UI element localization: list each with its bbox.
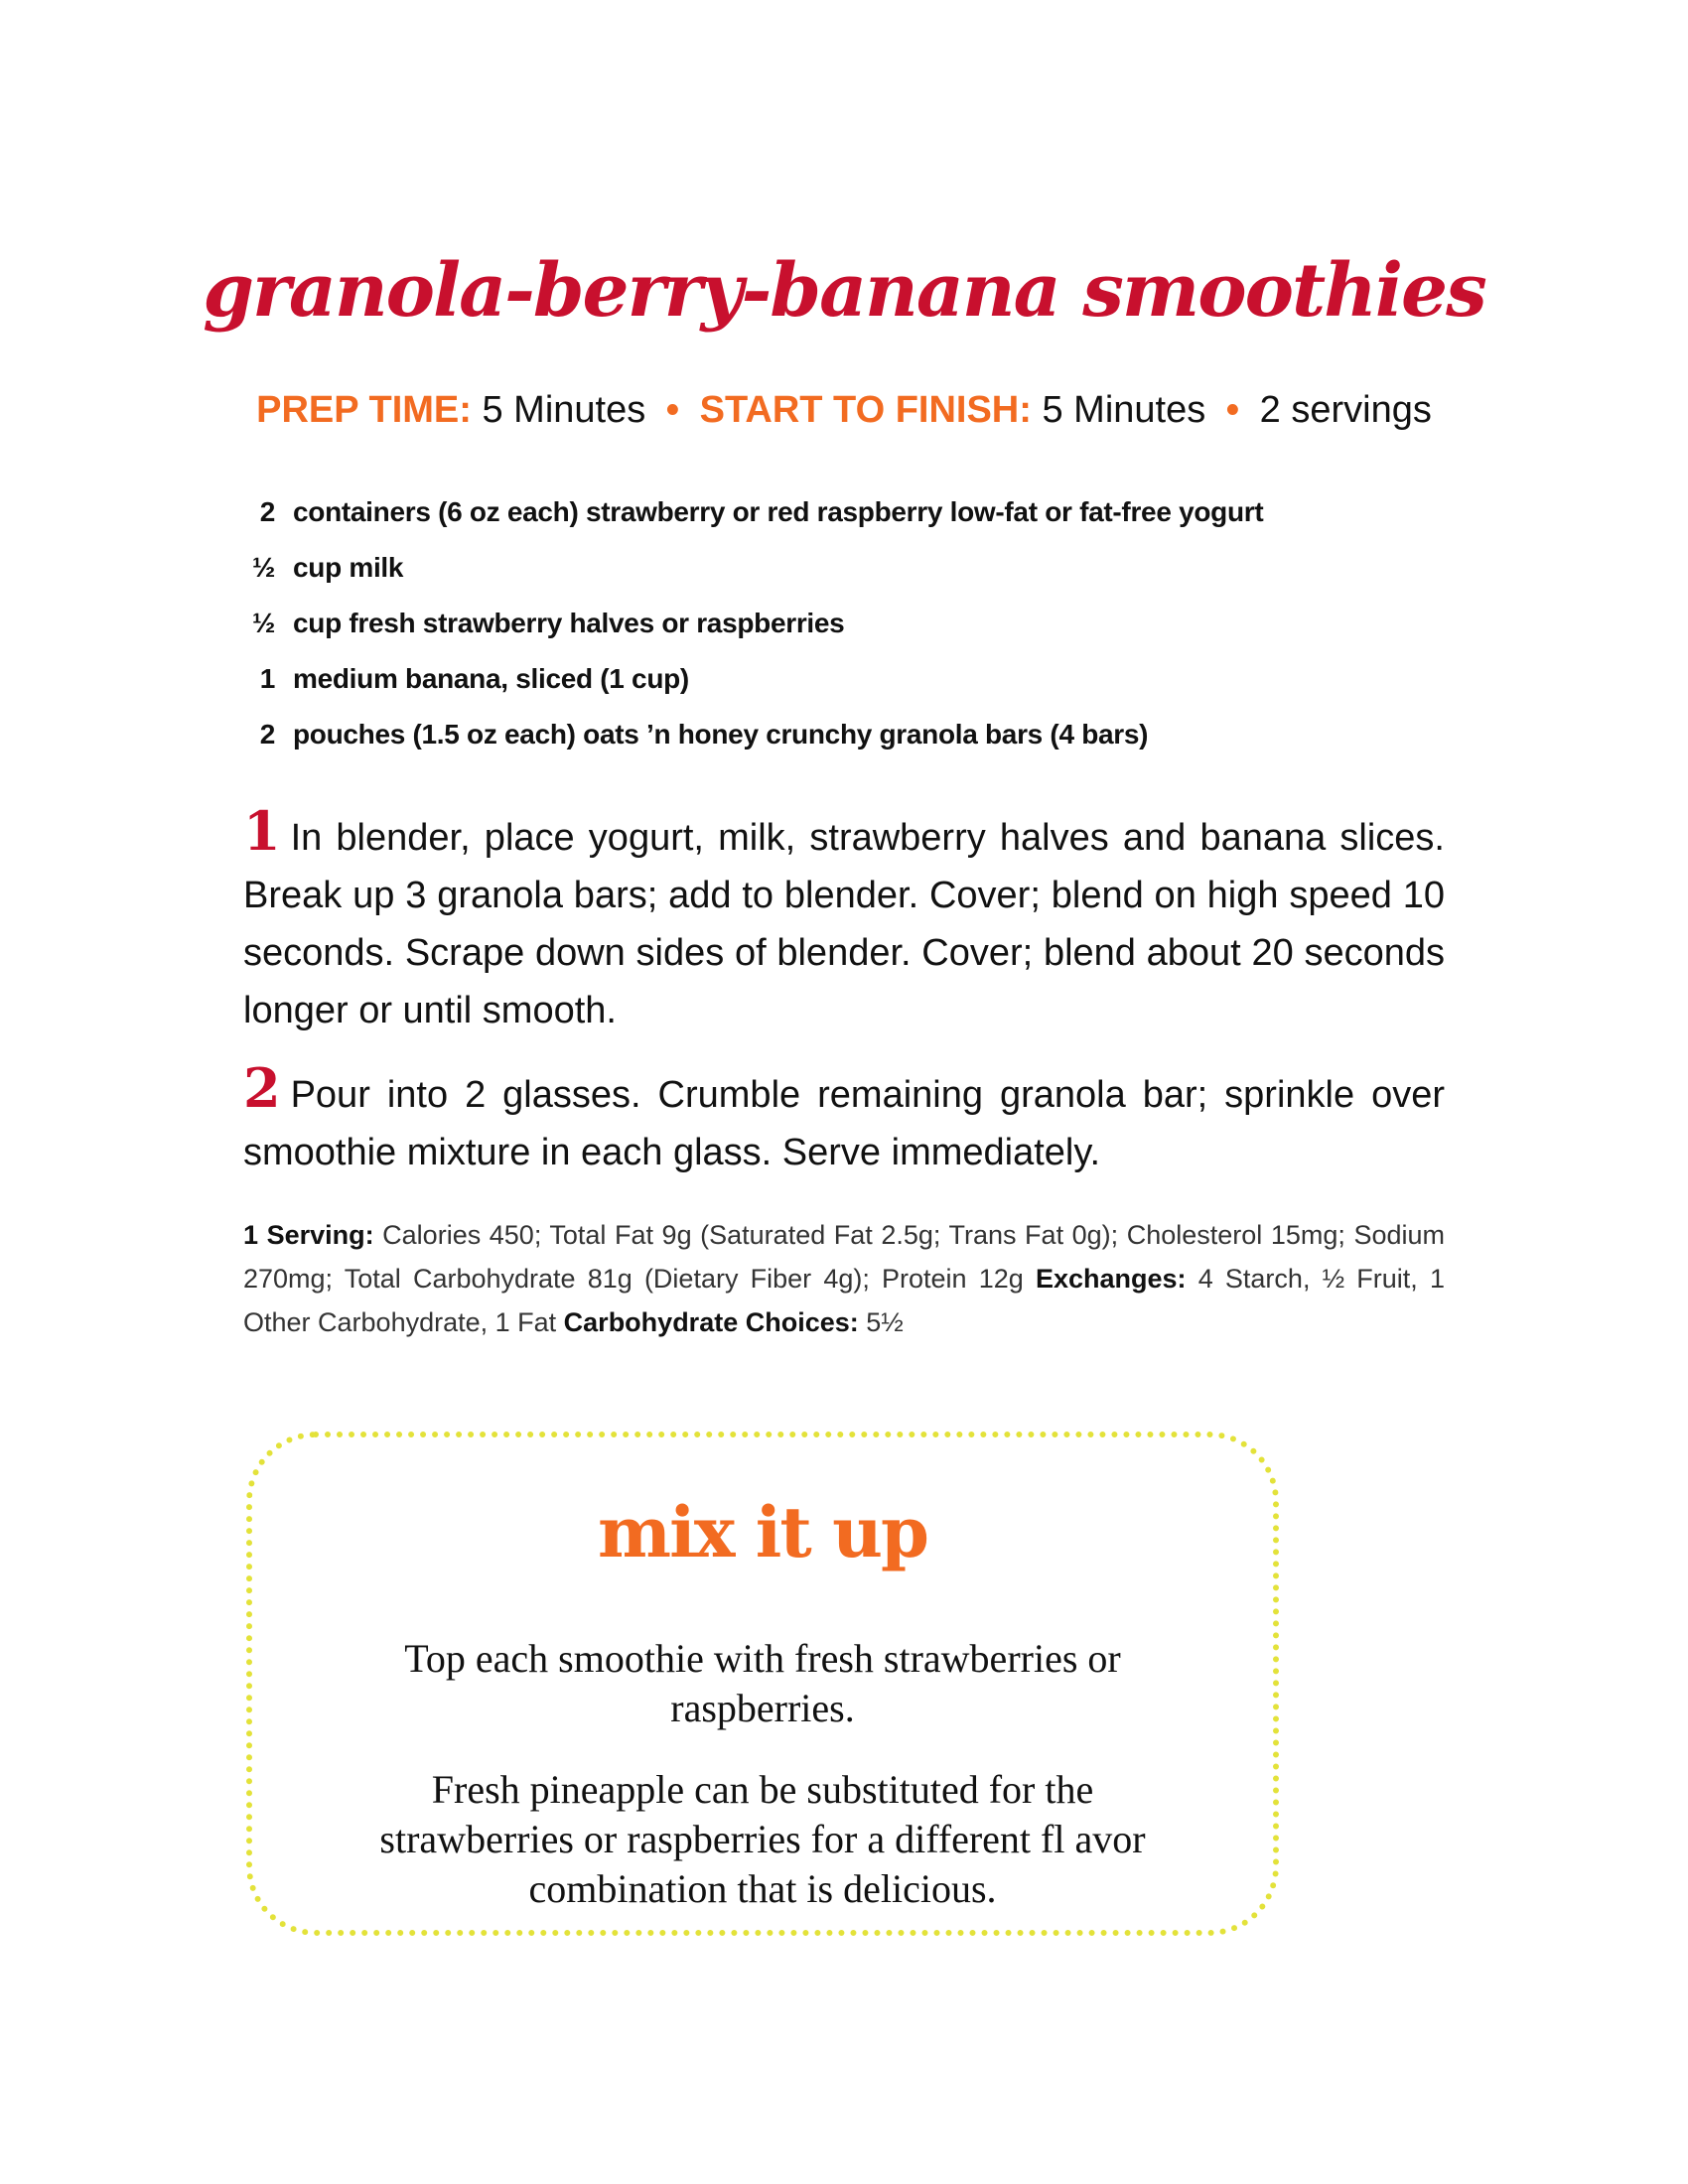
ingredient-item: [243, 608, 1455, 663]
tip-text: Fresh pineapple can be substituted for the strawberries or raspberries for a different fl avor combination that is delicious.: [379, 1767, 1146, 1911]
prep-time-value: 5 Minutes: [482, 389, 646, 431]
carb-choices-text: 5½: [866, 1307, 904, 1337]
ingredient-quantity: ½: [251, 552, 275, 583]
step-text: Pour into 2 glasses. Crumble remaining granola bar; sprinkle over smoothie mixture in each glass. Serve immediately.: [243, 1074, 1445, 1173]
ingredient-item: [243, 496, 1455, 552]
ingredient-list: [243, 496, 1455, 774]
prep-time-label: PREP TIME:: [256, 389, 472, 431]
serving-text: Calories 450; Total Fat 9g (Saturated Fat 2.5g; Trans Fat 0g); Cholesterol 15mg; Sodium 270mg; Total Carbohydrate 81g (Dietary Fiber 4g); Protein 12g: [243, 1220, 1445, 1294]
carb-choices-label: Carbohydrate Choices:: [563, 1307, 859, 1337]
ingredient-text: medium banana, sliced (1 cup): [293, 663, 689, 694]
servings-value: 2 servings: [1259, 389, 1432, 431]
start-to-finish-label: START TO FINISH:: [699, 389, 1032, 431]
bullet-separator: •: [665, 389, 680, 431]
ingredient-quantity: ½: [251, 608, 275, 638]
ingredient-text: pouches (1.5 oz each) oats ’n honey crunchy granola bars (4 bars): [293, 719, 1149, 750]
ingredient-text: cup fresh strawberry halves or raspberries: [293, 608, 845, 638]
ingredient-quantity: 1: [259, 663, 275, 694]
mix-it-up-box: [246, 1432, 1279, 1936]
nutrition-info: [243, 1213, 1445, 1344]
tip-box-title: mix it up: [598, 1491, 927, 1573]
exchanges-label: Exchanges:: [1035, 1264, 1187, 1294]
step-text: In blender, place yogurt, milk, strawberry halves and banana slices. Break up 3 granola bars; add to blender. Cover; blend on high speed 10 seconds. Scrape down sides of blender. Cover; blend about 20 seconds longer or until smooth.: [243, 817, 1445, 1031]
ingredient-item: [243, 719, 1455, 774]
ingredient-item: [243, 663, 1455, 719]
exchanges-text: 4 Starch, ½ Fruit, 1 Other Carbohydrate, 1 Fat: [243, 1264, 1445, 1337]
recipe-title: granola-berry-banana smoothies: [203, 248, 1485, 334]
step-number: 1: [243, 799, 281, 863]
ingredient-quantity: 2: [259, 719, 275, 750]
recipe-step: [243, 1056, 1445, 1181]
start-to-finish-value: 5 Minutes: [1042, 389, 1206, 431]
bullet-separator: •: [1225, 389, 1240, 431]
recipe-step: [243, 799, 1445, 1039]
ingredient-text: cup milk: [293, 552, 404, 583]
step-number: 2: [243, 1056, 281, 1120]
recipe-steps: [243, 799, 1445, 1201]
recipe-meta: [0, 389, 1688, 432]
ingredient-quantity: 2: [259, 496, 275, 527]
ingredient-item: [243, 552, 1455, 608]
serving-label: 1 Serving:: [243, 1220, 374, 1250]
tip-text: Top each smoothie with fresh strawberries or raspberries.: [404, 1636, 1121, 1730]
ingredient-text: containers (6 oz each) strawberry or red raspberry low-fat or fat-free yogurt: [293, 496, 1264, 527]
